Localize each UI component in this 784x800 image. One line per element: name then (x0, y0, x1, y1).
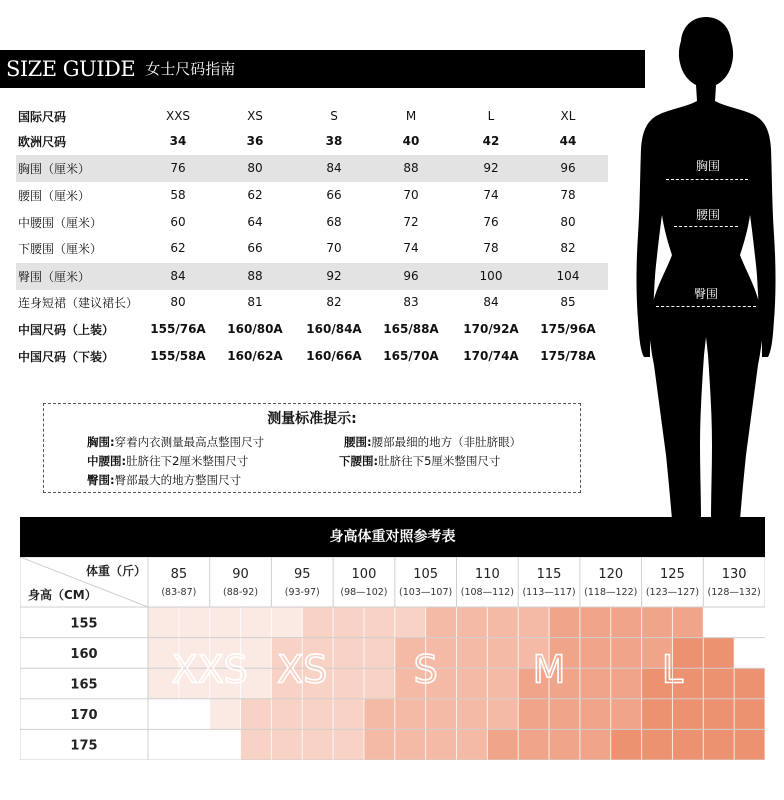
grid-fill-cell (580, 668, 611, 699)
size-row-label: 中腰围（厘米） (18, 215, 103, 230)
grid-fill-cell (457, 668, 488, 699)
grid-fill-cell (611, 638, 642, 669)
size-row-label: 中国尺码（上装） (18, 322, 115, 337)
size-cell: XL (560, 109, 576, 124)
size-row (16, 235, 608, 262)
size-cell: 76 (170, 161, 186, 176)
size-row-label: 中国尺码（下装） (18, 349, 115, 364)
grid-fill-cell (271, 729, 302, 760)
size-cell: XXS (165, 109, 191, 124)
weight-range: (108—112) (460, 587, 514, 598)
grid-fill-cell (364, 699, 395, 730)
size-guide-header (0, 50, 645, 88)
grid-fill-cell (302, 729, 333, 760)
weight-value: 85 (170, 567, 188, 582)
size-cell: 42 (482, 134, 500, 149)
size-cell: 80 (560, 215, 576, 230)
grid-fill-cell (703, 729, 734, 760)
size-cell: 81 (247, 295, 263, 310)
size-row (16, 263, 608, 290)
grid-fill-cell (487, 638, 518, 669)
weight-range: (98—102) (340, 587, 388, 598)
size-row (16, 155, 608, 182)
size-cell: 72 (403, 215, 419, 230)
grid-fill-cell (395, 729, 426, 760)
size-cell: 34 (169, 134, 187, 149)
size-cell: 68 (326, 215, 342, 230)
grid-fill-cell (672, 729, 703, 760)
weight-value: 125 (660, 567, 685, 582)
silhouette-chest-label: 胸围 (696, 159, 721, 173)
grid-fill-cell (210, 699, 241, 730)
size-overlay-label: S (413, 647, 438, 692)
height-weight-title: 身高体重对照参考表 (20, 517, 765, 557)
size-cell: 104 (556, 269, 580, 284)
size-row-label: 臀围（厘米） (18, 269, 91, 284)
size-cell: 84 (326, 161, 342, 176)
grid-fill-cell (364, 729, 395, 760)
weight-range: (93-97) (284, 587, 320, 598)
silhouette-waist-label: 腰围 (696, 208, 721, 222)
size-cell: 83 (403, 295, 419, 310)
chest-dashed-line (666, 179, 748, 180)
size-overlay-label: M (532, 647, 566, 692)
size-cell: 60 (170, 215, 186, 230)
grid-fill-cell (457, 638, 488, 669)
size-cell: 84 (483, 295, 499, 310)
grid-fill-cell (333, 638, 364, 669)
hip-dashed-line (656, 306, 756, 307)
waist-dashed-line (674, 226, 738, 227)
size-cell: 80 (170, 295, 186, 310)
weight-value: 110 (474, 567, 500, 582)
grid-fill-cell (426, 729, 457, 760)
size-cell: XS (247, 109, 263, 124)
size-cell: 58 (170, 188, 186, 203)
weight-value: 120 (598, 567, 624, 582)
tip-waist (344, 434, 521, 450)
size-cell: 155/76A (150, 322, 206, 337)
size-cell: 92 (483, 161, 499, 176)
grid-fill-cell (179, 607, 210, 638)
grid-fill-cell (333, 729, 364, 760)
grid-fill-cell (642, 729, 673, 760)
grid-fill-cell (364, 607, 395, 638)
grid-fill-cell (549, 607, 580, 638)
weight-range: (83-87) (161, 587, 197, 598)
tip-hip (87, 472, 241, 488)
grid-fill-cell (333, 699, 364, 730)
tip-lowwaist-text: 肚脐往下5厘米整围尺寸 (378, 454, 501, 468)
grid-fill-cell (395, 607, 426, 638)
size-overlay-label: XS (277, 647, 328, 692)
size-cell: 78 (560, 188, 576, 203)
size-cell: 74 (483, 188, 499, 203)
grid-fill-cell (734, 699, 765, 730)
silhouette-hip-label: 臀围 (694, 287, 719, 301)
grid-fill-cell (611, 729, 642, 760)
size-cell: 96 (560, 161, 576, 176)
size-cell: 155/58A (150, 349, 206, 364)
grid-fill-cell (549, 699, 580, 730)
height-weight-chart (20, 557, 765, 760)
size-row-label: 下腰围（厘米） (18, 241, 103, 256)
grid-fill-cell (302, 699, 333, 730)
grid-fill-cell (642, 607, 673, 638)
height-value: 155 (70, 616, 98, 632)
size-cell: 66 (326, 188, 342, 203)
tip-midwaist (87, 453, 248, 469)
grid-fill-cell (302, 607, 333, 638)
header-title: SIZE GUIDE (6, 57, 136, 81)
weight-value: 105 (413, 567, 439, 582)
size-cell: 38 (325, 134, 343, 149)
grid-fill-cell (672, 607, 703, 638)
weight-range: (113—117) (522, 587, 576, 598)
weight-range: (88-92) (223, 587, 259, 598)
grid-fill-cell (487, 668, 518, 699)
grid-fill-cell (210, 607, 241, 638)
weight-range: (103—107) (399, 587, 453, 598)
grid-fill-cell (611, 668, 642, 699)
size-cell: 82 (560, 241, 576, 256)
size-cell: 96 (403, 269, 419, 284)
size-cell: 165/70A (383, 349, 439, 364)
grid-fill-cell (518, 729, 549, 760)
size-cell: 165/88A (383, 322, 439, 337)
size-cell: 70 (326, 241, 342, 256)
height-value: 160 (70, 646, 98, 662)
size-cell: 44 (559, 134, 577, 149)
size-cell: M (405, 109, 417, 124)
tip-midwaist-label: 中腰围: (87, 454, 127, 468)
size-cell: 160/84A (306, 322, 362, 337)
height-value: 170 (70, 708, 98, 724)
size-overlay-label: L (661, 647, 684, 692)
size-row-label: 腰围（厘米） (18, 188, 91, 203)
tip-lowwaist (339, 453, 500, 469)
size-row (16, 316, 608, 343)
size-cell: 170/92A (463, 322, 519, 337)
size-row (16, 209, 608, 236)
grid-fill-cell (241, 729, 272, 760)
grid-fill-cell (457, 729, 488, 760)
grid-fill-cell (518, 699, 549, 730)
grid-fill-cell (271, 607, 302, 638)
tip-chest (87, 434, 264, 450)
weight-range: (123—127) (645, 587, 700, 598)
size-row-label: 胸围（厘米） (18, 161, 91, 176)
size-cell: 36 (246, 134, 264, 149)
size-row (16, 103, 608, 130)
size-cell: 175/96A (540, 322, 596, 337)
grid-fill-cell (642, 699, 673, 730)
height-weight-grid (20, 557, 765, 760)
size-cell: 66 (247, 241, 263, 256)
size-cell: 70 (403, 188, 419, 203)
size-cell: 92 (326, 269, 342, 284)
size-cell: L (487, 109, 495, 124)
grid-fill-cell (703, 668, 734, 699)
size-overlay-label: XXS (171, 647, 248, 692)
size-row (16, 182, 608, 209)
weight-range: (118—122) (584, 587, 638, 598)
grid-fill-cell (271, 699, 302, 730)
size-row (16, 343, 608, 370)
size-cell: 100 (479, 269, 503, 284)
tip-waist-text: 腰部最细的地方（非肚脐眼） (371, 435, 522, 449)
grid-fill-cell (426, 699, 457, 730)
weight-value: 115 (536, 567, 562, 582)
grid-fill-cell (241, 607, 272, 638)
grid-fill-cell (364, 638, 395, 669)
size-cell: 62 (247, 188, 263, 203)
grid-fill-cell (734, 729, 765, 760)
size-cell: 170/74A (463, 349, 519, 364)
height-value: 175 (70, 738, 98, 754)
weight-value: 90 (232, 567, 249, 582)
size-cell: 84 (170, 269, 186, 284)
grid-fill-cell (457, 699, 488, 730)
grid-fill-cell (487, 699, 518, 730)
body-silhouette (628, 15, 784, 524)
grid-fill-cell (457, 607, 488, 638)
size-cell: 160/62A (227, 349, 283, 364)
size-row (16, 289, 608, 316)
grid-fill-cell (333, 668, 364, 699)
tip-hip-label: 臀围: (87, 473, 115, 487)
size-cell: 74 (403, 241, 419, 256)
size-cell: 175/78A (540, 349, 596, 364)
grid-fill-cell (703, 638, 734, 669)
size-cell: 78 (483, 241, 499, 256)
grid-fill-cell (148, 607, 179, 638)
grid-fill-cell (703, 699, 734, 730)
size-row-label: 连身短裙（建议裙长） (18, 295, 139, 310)
weight-header-label: 体重（斤） (86, 564, 147, 578)
size-cell: 40 (402, 134, 420, 149)
height-value: 165 (70, 677, 98, 693)
size-row-label: 欧洲尺码 (18, 134, 67, 149)
weight-range: (128—132) (707, 587, 761, 598)
grid-fill-cell (549, 729, 580, 760)
size-row (16, 128, 608, 155)
weight-value: 130 (721, 567, 747, 582)
grid-fill-cell (241, 699, 272, 730)
grid-fill-cell (611, 699, 642, 730)
height-header-label: 身高（CM） (28, 588, 97, 602)
size-cell: 82 (326, 295, 342, 310)
header-subtitle: 女士尺码指南 (145, 60, 236, 78)
size-cell: 160/66A (306, 349, 362, 364)
size-row-label: 国际尺码 (18, 109, 67, 124)
size-cell: 85 (560, 295, 576, 310)
tip-lowwaist-label: 下腰围: (339, 454, 379, 468)
size-cell: 62 (170, 241, 186, 256)
grid-fill-cell (518, 607, 549, 638)
size-cell: 64 (247, 215, 263, 230)
grid-fill-cell (395, 699, 426, 730)
grid-fill-cell (364, 668, 395, 699)
tip-midwaist-text: 肚脐往下2厘米整围尺寸 (126, 454, 249, 468)
grid-fill-cell (580, 607, 611, 638)
grid-fill-cell (487, 729, 518, 760)
weight-value: 95 (293, 567, 311, 582)
grid-fill-cell (672, 699, 703, 730)
tip-waist-label: 腰围: (344, 435, 372, 449)
size-cell: S (330, 109, 338, 124)
tip-hip-text: 臀部最大的地方整围尺寸 (114, 473, 242, 487)
grid-fill-cell (426, 607, 457, 638)
woman-silhouette-icon (628, 15, 784, 520)
size-cell: 80 (247, 161, 263, 176)
size-cell: 160/80A (227, 322, 283, 337)
grid-fill-cell (580, 638, 611, 669)
grid-fill-cell (611, 607, 642, 638)
measurement-tips-box (43, 403, 581, 493)
grid-fill-cell (580, 699, 611, 730)
grid-fill-cell (580, 729, 611, 760)
weight-value: 100 (351, 567, 377, 582)
grid-fill-cell (734, 668, 765, 699)
tip-chest-label: 胸围: (87, 435, 115, 449)
tip-chest-text: 穿着内衣测量最高点整围尺寸 (114, 435, 265, 449)
grid-fill-cell (487, 607, 518, 638)
size-table (16, 103, 608, 373)
size-cell: 88 (403, 161, 419, 176)
grid-fill-cell (333, 607, 364, 638)
tips-title: 测量标准提示: (267, 411, 357, 427)
size-cell: 88 (247, 269, 263, 284)
size-cell: 76 (483, 215, 499, 230)
